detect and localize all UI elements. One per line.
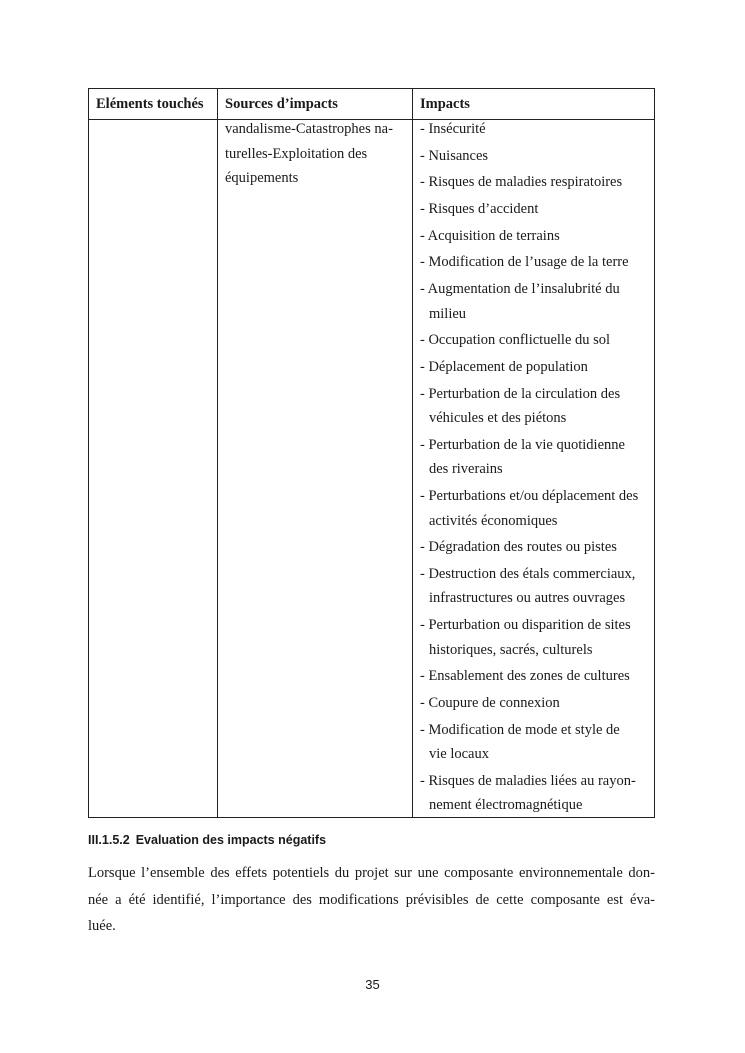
impact-line: milieu <box>429 305 467 322</box>
impact-item <box>420 197 652 222</box>
impact-item <box>420 718 652 767</box>
impact-item <box>420 355 652 380</box>
column-divider <box>412 89 413 817</box>
section-title: Evaluation des impacts négatifs <box>135 833 327 847</box>
impact-line: activités économiques <box>429 512 558 529</box>
source-line: turelles-Exploitation des <box>225 145 368 162</box>
impact-line: historiques, sacrés, culturels <box>429 641 593 658</box>
impact-line: - Augmentation de l’insalubrité du <box>420 281 620 298</box>
sources-cell <box>225 117 407 191</box>
paragraph-line: Lorsque l’ensemble des effets potentiels du projet sur une composante environnementale don- <box>88 865 655 881</box>
page-number: 35 <box>365 977 380 992</box>
body-paragraph <box>88 860 655 940</box>
impact-item <box>420 250 652 275</box>
impact-item <box>420 664 652 689</box>
impact-line: - Risques de maladies respiratoires <box>420 174 623 191</box>
impact-item <box>420 562 652 611</box>
impact-item <box>420 433 652 482</box>
header-elements-touches: Eléments touchés <box>96 96 204 112</box>
paragraph-line: luée. <box>88 918 116 934</box>
impact-item <box>420 535 652 560</box>
impact-line: - Destruction des étals commerciaux, <box>420 565 636 582</box>
impact-item <box>420 277 652 326</box>
impact-item <box>420 484 652 533</box>
impacts-table <box>88 88 655 818</box>
impact-item <box>420 328 652 353</box>
section-heading <box>88 833 326 847</box>
impact-line: nement électromagnétique <box>429 797 583 814</box>
impact-line: vie locaux <box>429 746 489 763</box>
impact-line: véhicules et des piétons <box>429 410 567 427</box>
section-number: III.1.5.2 <box>88 833 130 847</box>
impact-line: - Perturbation de la vie quotidienne <box>420 436 625 453</box>
impact-item <box>420 170 652 195</box>
impact-item <box>420 224 652 249</box>
impact-line: - Ensablement des zones de cultures <box>420 668 630 685</box>
impact-line: - Modification de mode et style de <box>420 721 620 738</box>
column-divider <box>217 89 218 817</box>
impact-line: - Nuisances <box>420 147 489 164</box>
impact-line: - Perturbation de la circulation des <box>420 385 621 402</box>
source-line: vandalisme-Catastrophes na- <box>225 121 393 137</box>
impacts-cell <box>420 117 652 820</box>
impact-item <box>420 382 652 431</box>
impact-line: - Insécurité <box>420 121 486 137</box>
impact-line: - Coupure de connexion <box>420 695 560 711</box>
impact-item <box>420 691 652 716</box>
impact-item <box>420 613 652 662</box>
header-impacts: Impacts <box>420 96 470 112</box>
impact-line: - Déplacement de population <box>420 359 588 375</box>
impact-line: - Risques d’accident <box>420 201 539 218</box>
impact-line: des riverains <box>429 461 503 478</box>
header-sources-impacts: Sources d’impacts <box>225 96 338 112</box>
impact-line: - Modification de l’usage de la terre <box>420 254 629 271</box>
paragraph-line: née a été identifié, l’importance des modifications prévisibles de cette composante est éva- <box>88 891 655 908</box>
impact-item <box>420 769 652 818</box>
impact-line: - Occupation conflictuelle du sol <box>420 332 611 349</box>
source-line: équipements <box>225 170 299 186</box>
impact-line: - Dégradation des routes ou pistes <box>420 539 617 556</box>
impact-line: - Perturbation ou disparition de sites <box>420 617 631 634</box>
impact-item <box>420 144 652 169</box>
impact-item <box>420 117 652 142</box>
impact-line: - Perturbations et/ou déplacement des <box>420 488 639 505</box>
impact-line: - Risques de maladies liées au rayon- <box>420 772 636 789</box>
impact-line: - Acquisition de terrains <box>420 227 560 244</box>
impact-line: infrastructures ou autres ouvrages <box>429 590 626 607</box>
